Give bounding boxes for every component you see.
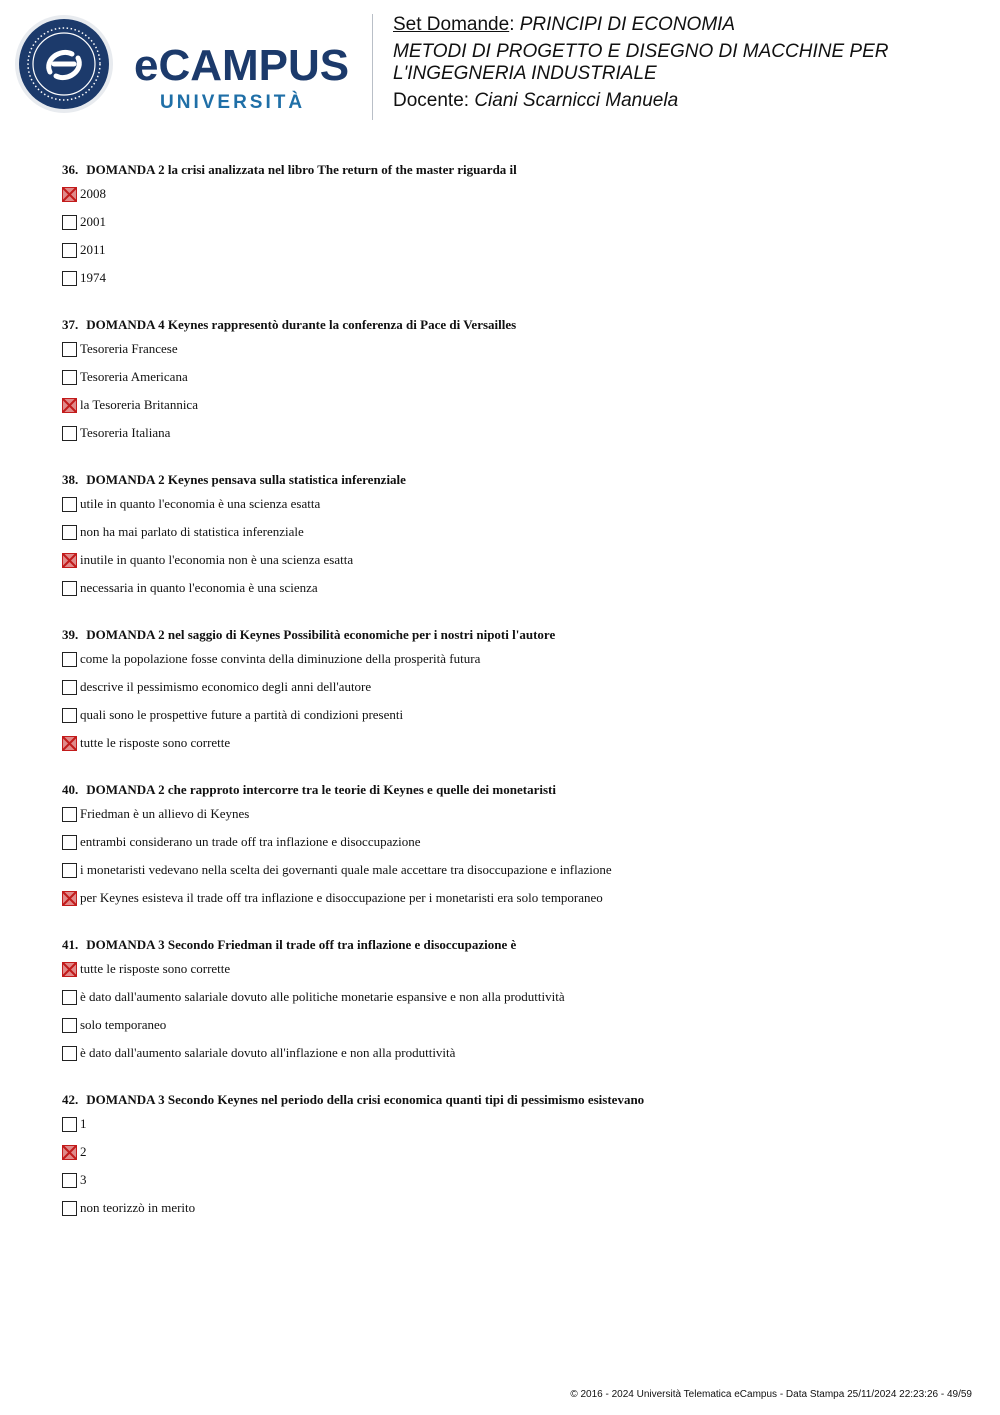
answer-option — [62, 369, 962, 397]
answer-options — [62, 651, 962, 763]
answer-text: entrambi considerano un trade off tra inflazione e disoccupazione — [80, 834, 421, 849]
answer-option — [62, 679, 962, 707]
answer-checkbox[interactable] — [62, 680, 77, 695]
answer-checkbox[interactable] — [62, 342, 77, 357]
answer-option — [62, 580, 962, 608]
checked-x-icon — [62, 891, 77, 906]
checked-x-icon — [62, 1145, 77, 1160]
answer-option — [62, 1045, 962, 1073]
question-number: 38. — [62, 472, 79, 487]
answer-checkbox[interactable] — [62, 1201, 77, 1216]
answer-options — [62, 806, 962, 918]
answer-options — [62, 1116, 962, 1228]
answer-option — [62, 397, 962, 425]
question-text: DOMANDA 4 Keynes rappresentò durante la conferenza di Pace di Versailles — [86, 317, 517, 332]
answer-text: tutte le risposte sono corrette — [80, 961, 231, 976]
answer-text: Tesoreria Francese — [80, 341, 178, 356]
answer-checkbox[interactable] — [62, 581, 77, 596]
answer-option — [62, 834, 962, 862]
question-number: 41. — [62, 937, 79, 952]
teacher-name: Ciani Scarnicci Manuela — [474, 90, 679, 111]
answer-text: 3 — [80, 1172, 87, 1187]
question-number: 37. — [62, 317, 79, 332]
question-title — [62, 936, 962, 954]
answer-text: è dato dall'aumento salariale dovuto all'inflazione e non alla produttività — [80, 1045, 456, 1060]
teacher-line — [393, 90, 983, 112]
answer-checkbox[interactable] — [62, 652, 77, 667]
question-text: DOMANDA 3 Secondo Friedman il trade off tra inflazione e disoccupazione è — [86, 937, 517, 952]
answer-checkbox[interactable] — [62, 990, 77, 1005]
answer-option — [62, 270, 962, 298]
answer-checkbox[interactable] — [62, 497, 77, 512]
ecampus-logo — [14, 14, 359, 118]
answer-option — [62, 1116, 962, 1144]
answer-text: è dato dall'aumento salariale dovuto alle politiche monetarie espansive e non alla produttività — [80, 989, 565, 1004]
answer-checkbox[interactable] — [62, 271, 77, 286]
answer-option — [62, 242, 962, 270]
question-title — [62, 1091, 962, 1109]
teacher-label: Docente: — [393, 90, 475, 111]
answer-option — [62, 1017, 962, 1045]
question-41 — [62, 936, 962, 1073]
answer-checkbox[interactable] — [62, 1145, 77, 1160]
answer-option — [62, 1144, 962, 1172]
answer-text: i monetaristi vedevano nella scelta dei governanti quale male accettare tra disoccupazione e inflazione — [80, 862, 612, 877]
question-number: 42. — [62, 1092, 79, 1107]
answer-option — [62, 735, 962, 763]
answer-checkbox[interactable] — [62, 243, 77, 258]
answer-option — [62, 989, 962, 1017]
question-title — [62, 471, 962, 489]
answer-checkbox[interactable] — [62, 370, 77, 385]
answer-option — [62, 1172, 962, 1200]
answer-text: non ha mai parlato di statistica inferenziale — [80, 524, 304, 539]
answer-text: non teorizzò in merito — [80, 1200, 196, 1215]
answer-option — [62, 214, 962, 242]
answer-text: la Tesoreria Britannica — [80, 397, 198, 412]
answer-text: inutile in quanto l'economia non è una scienza esatta — [80, 552, 354, 567]
answer-text: 1 — [80, 1116, 87, 1131]
answer-options — [62, 496, 962, 608]
answer-option — [62, 524, 962, 552]
answer-option — [62, 186, 962, 214]
set-title: PRINCIPI DI ECONOMIA — [519, 14, 736, 35]
question-text: DOMANDA 2 nel saggio di Keynes Possibilità economiche per i nostri nipoti l'autore — [86, 627, 556, 642]
question-title — [62, 781, 962, 799]
course-title-line-2: L'INGEGNERIA INDUSTRIALE — [393, 63, 657, 84]
question-37 — [62, 316, 962, 453]
answer-text: come la popolazione fosse convinta della diminuzione della prosperità futura — [80, 651, 481, 666]
set-separator: : — [509, 14, 520, 35]
question-title — [62, 161, 962, 179]
answer-checkbox[interactable] — [62, 807, 77, 822]
answer-option — [62, 862, 962, 890]
answer-checkbox[interactable] — [62, 525, 77, 540]
checked-x-icon — [62, 553, 77, 568]
question-39 — [62, 626, 962, 763]
answer-options — [62, 961, 962, 1073]
answer-option — [62, 552, 962, 580]
answer-options — [62, 341, 962, 453]
answer-text: Tesoreria Italiana — [80, 425, 171, 440]
answer-checkbox[interactable] — [62, 1046, 77, 1061]
answer-text: solo temporaneo — [80, 1017, 167, 1032]
answer-option — [62, 961, 962, 989]
answer-checkbox[interactable] — [62, 835, 77, 850]
answer-checkbox[interactable] — [62, 426, 77, 441]
answer-checkbox[interactable] — [62, 1018, 77, 1033]
checked-x-icon — [62, 398, 77, 413]
svg-text:eCAMPUS: eCAMPUS — [134, 41, 350, 90]
answer-options — [62, 186, 962, 298]
answer-option — [62, 651, 962, 679]
ecampus-logo-mark — [14, 14, 359, 118]
answer-text: per Keynes esisteva il trade off tra inflazione e disoccupazione per i monetaristi era solo temporaneo — [80, 890, 603, 905]
question-text: DOMANDA 3 Secondo Keynes nel periodo della crisi economica quanti tipi di pessimismo esistevano — [86, 1092, 645, 1107]
question-text: DOMANDA 2 Keynes pensava sulla statistica inferenziale — [86, 472, 406, 487]
question-number: 36. — [62, 162, 79, 177]
answer-option — [62, 806, 962, 834]
question-list — [62, 161, 962, 1246]
answer-checkbox[interactable] — [62, 215, 77, 230]
answer-text: 2011 — [80, 242, 106, 257]
answer-option — [62, 341, 962, 369]
answer-option — [62, 496, 962, 524]
answer-checkbox[interactable] — [62, 1117, 77, 1132]
answer-checkbox[interactable] — [62, 553, 77, 568]
answer-option — [62, 1200, 962, 1228]
answer-text: 2 — [80, 1144, 87, 1159]
answer-checkbox[interactable] — [62, 736, 77, 751]
question-42 — [62, 1091, 962, 1228]
answer-option — [62, 425, 962, 453]
answer-checkbox[interactable] — [62, 1173, 77, 1188]
answer-option — [62, 707, 962, 735]
question-number: 40. — [62, 782, 79, 797]
answer-text: 2008 — [80, 186, 106, 201]
question-title — [62, 316, 962, 334]
header-info — [393, 14, 983, 112]
answer-text: Tesoreria Americana — [80, 369, 188, 384]
answer-text: 2001 — [80, 214, 106, 229]
answer-checkbox[interactable] — [62, 398, 77, 413]
answer-checkbox[interactable] — [62, 962, 77, 977]
question-40 — [62, 781, 962, 918]
answer-text: 1974 — [80, 270, 106, 285]
set-line — [393, 14, 983, 36]
set-label: Set Domande — [393, 14, 510, 35]
answer-checkbox[interactable] — [62, 863, 77, 878]
answer-text: descrive il pessimismo economico degli anni dell'autore — [80, 679, 372, 694]
question-text: DOMANDA 2 la crisi analizzata nel libro The return of the master riguarda il — [86, 162, 517, 177]
question-36 — [62, 161, 962, 298]
answer-checkbox[interactable] — [62, 187, 77, 202]
checked-x-icon — [62, 962, 77, 977]
answer-text: quali sono le prospettive future a partità di condizioni presenti — [80, 707, 404, 722]
answer-checkbox[interactable] — [62, 708, 77, 723]
answer-option — [62, 890, 962, 918]
page-header — [0, 0, 1000, 140]
svg-text:UNIVERSITÀ: UNIVERSITÀ — [160, 92, 306, 113]
question-title — [62, 626, 962, 644]
checked-x-icon — [62, 736, 77, 751]
header-divider — [372, 14, 373, 120]
answer-text: necessaria in quanto l'economia è una scienza — [80, 580, 318, 595]
course-title-line-1: METODI DI PROGETTO E DISEGNO DI MACCHINE PER — [393, 41, 889, 62]
answer-text: utile in quanto l'economia è una scienza esatta — [80, 496, 321, 511]
answer-checkbox[interactable] — [62, 891, 77, 906]
question-text: DOMANDA 2 che rapproto intercorre tra le teorie di Keynes e quelle dei monetaristi — [86, 782, 556, 797]
question-number: 39. — [62, 627, 79, 642]
question-38 — [62, 471, 962, 608]
page-footer: © 2016 - 2024 Università Telematica eCampus - Data Stampa 25/11/2024 22:23:26 - 49/59 — [570, 1389, 972, 1400]
answer-text: Friedman è un allievo di Keynes — [80, 806, 250, 821]
checked-x-icon — [62, 187, 77, 202]
answer-text: tutte le risposte sono corrette — [80, 735, 231, 750]
